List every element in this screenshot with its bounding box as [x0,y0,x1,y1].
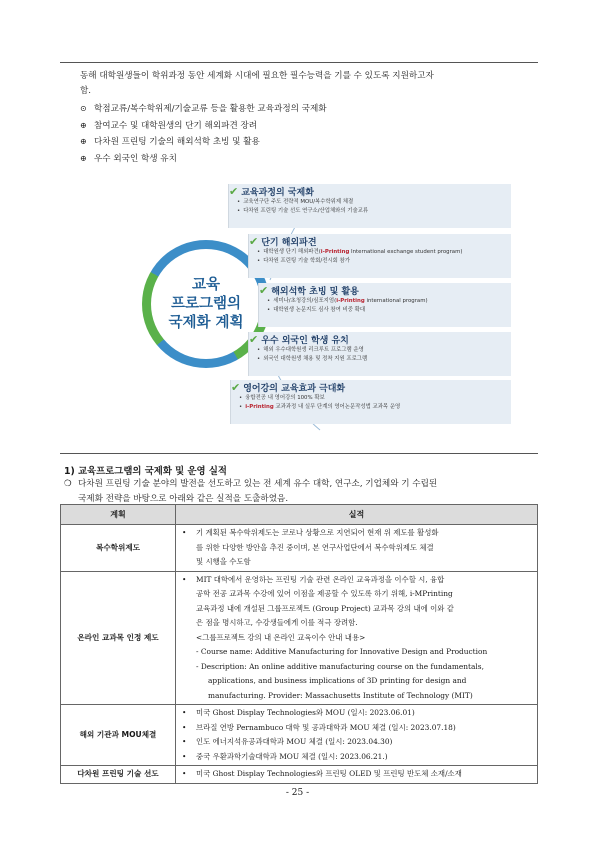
bullet-marker: ⊕ [80,120,87,130]
check-icon: ✔ [231,380,241,394]
list-item: ⊕ 다차원 프린팅 기술의 해외석학 초빙 및 활용 [80,134,535,151]
result-cell: • 미국 Ghost Display Technologies와 MOU (일시: 2023.06.01) • 브라질 연방 Pernambuco 대학 및 공과대학과 MOU 체결 (일시: 2023.07.18) • 인도 에너지석유공과대학과 MOU 체결 (일시: 2023.04.30) • 중국 우환과학기술대학과 MOU 체결 (일시: 2023.06.21.) [176,705,538,766]
card-curriculum: ✔ 교육과정의 국제화 • 교육연구단 주도 전략적 MOU/복수학위제 체결 • 다차원 프린팅 기술 선도 연구소/산업체와의 기술교류 [228,184,511,228]
list-item: ⊙ 학점교류/복수학위제/기술교류 등을 활용한 교육과정의 국제화 [80,101,535,118]
list-item: ⊕ 우수 외국인 학생 유치 [80,151,535,168]
plan-cell: 다차원 프린팅 기술 선도 [61,766,176,784]
intro-bullet-list [80,101,535,167]
plan-cell: 온라인 교과목 인정 제도 [61,571,176,705]
circle-label: 교육 프로그램의 국제화 계획 [151,249,261,359]
iprinting-logo: i-Printing [320,249,350,255]
card-item: • 세미나/초청강의/심포지엄(i-Printing international program) [267,298,428,304]
table-header-row [61,505,538,525]
table-row [61,571,538,705]
check-icon: ✔ [249,332,259,346]
card-item: • 교육연구단 주도 전략적 MOU/복수학위제 체결 [237,199,354,205]
intro-paragraph [80,69,535,99]
card-item: • 외국인 대학원생 채용 및 정착 지원 프로그램 [257,356,368,362]
iprinting-logo: i-Printing [245,404,274,410]
internationalization-diagram [120,180,540,440]
card-item: • i-Printing 교과과정 내 실무 단계의 영어논문작성법 교과목 운영 [239,404,401,410]
intro-block [80,69,535,167]
list-item: ⊕ 참여교수 및 대학원생의 단기 해외파견 장려 [80,118,535,135]
iprinting-logo: i-Printing [336,298,365,304]
bullet-marker: ⊕ [80,153,87,163]
table-row [61,766,538,784]
card-foreign-students: ✔ 우수 외국인 학생 유치 • 해외 우수대학원생 리크루트 프로그램 운영 • 외국인 대학원생 채용 및 정착 지원 프로그램 [248,332,511,376]
card-item: • 대학원생 단기 해외파견(i-Printing International exchange student program) [257,249,463,255]
section-paragraph: ❍ 다차원 프린팅 기술 분야의 발전을 선도하고 있는 전 세계 유수 대학, 연구소, 기업체와 기 수립된 국제화 전략을 바탕으로 아래와 같은 실적을 도출하였음. [64,479,438,504]
check-icon: ✔ [229,184,239,198]
results-table [60,504,538,784]
card-item: • 해외 우수대학원생 리크루트 프로그램 운영 [257,347,364,353]
card-item: • 융합전공 내 영어강의 100% 확보 [239,395,325,401]
intro-line-1: 동해 대학원생들이 학위과정 동안 세계화 시대에 필요한 필수능력을 기를 수 있도록 지원하고자 [80,71,434,81]
card-short-term-dispatch: ✔ 단기 해외파견 • 대학원생 단기 해외파견(i-Printing International exchange student program) • 다차원 프린팅 기술 학회/전시회 참가 [248,234,511,278]
card-item: • 다차원 프린팅 기술 선도 연구소/산업체와의 기술교류 [237,208,369,214]
table-row [61,705,538,766]
check-icon: ✔ [259,283,269,297]
circle-bullet-icon: ❍ [64,479,72,489]
card-english-lectures: ✔ 영어강의 교육효과 극대화 • 융합전공 내 영어강의 100% 확보 • i-Printing 교과과정 내 실무 단계의 영어논문작성법 교과목 운영 [230,380,511,424]
bullet-marker: ⊕ [80,137,87,146]
top-border-line [60,62,538,63]
column-header-plan: 계획 [61,505,176,525]
bottom-border-line [60,453,538,454]
section-heading: 1) 교육프로그램의 국제화 및 운영 실적 [64,466,227,477]
column-header-result: 실적 [176,505,538,525]
plan-cell: 해외 기관과 MOU체결 [61,705,176,766]
result-cell: • 기 계획된 복수학위제도는 코로나 상황으로 지연되어 현재 위 제도를 활성화 를 위한 다양한 방안을 추진 중이며, 본 연구사업단에서 복수학위제도 체결 및 시행을 수도함 [176,525,538,572]
card-overseas-scholars: ✔ 해외석학 초빙 및 활용 • 세미나/초청강의/심포지엄(i-Printing international program) • 대학원생 논문지도 심사 참여 비중 확대 [258,283,511,327]
bullet-marker: ⊙ [80,104,87,113]
table-row [61,525,538,572]
card-item: • 다차원 프린팅 기술 학회/전시회 참가 [257,258,350,264]
check-icon: ✔ [249,234,259,248]
card-item: • 대학원생 논문지도 심사 참여 비중 확대 [267,307,366,313]
result-cell: • MIT 대학에서 운영하는 프린팅 기술 관련 온라인 교육과정을 이수할 시, 융합 공학 전공 교과목 수강에 있어 이점을 제공할 수 있도록 하기 위해, i-MPrinting 교육과정 내에 개설된 그룹프로젝트 (Group Project) 교과목 강의 내에 이와 같 은 점을 명시하고, 수강생들에게 이를 적극 장려함. <그룹프로젝트 강의 내 온라인 교육이수 안내 내용> - Course name: Additive Manufacturing for Innovative Design and Production - Description: An online additive manufacturing course on the fundamentals, applications, and business implications of 3D printing for design and manufacturing. Provider: Massachusetts Institute of Technology (MIT) [176,571,538,705]
intro-line-2: 함. [80,86,92,96]
plan-cell: 복수학위제도 [61,525,176,572]
page-number: - 25 - [285,788,310,798]
result-cell: • 미국 Ghost Display Technologies와 프린팅 OLED 및 프린팅 반도체 소재/소재 [176,766,538,784]
